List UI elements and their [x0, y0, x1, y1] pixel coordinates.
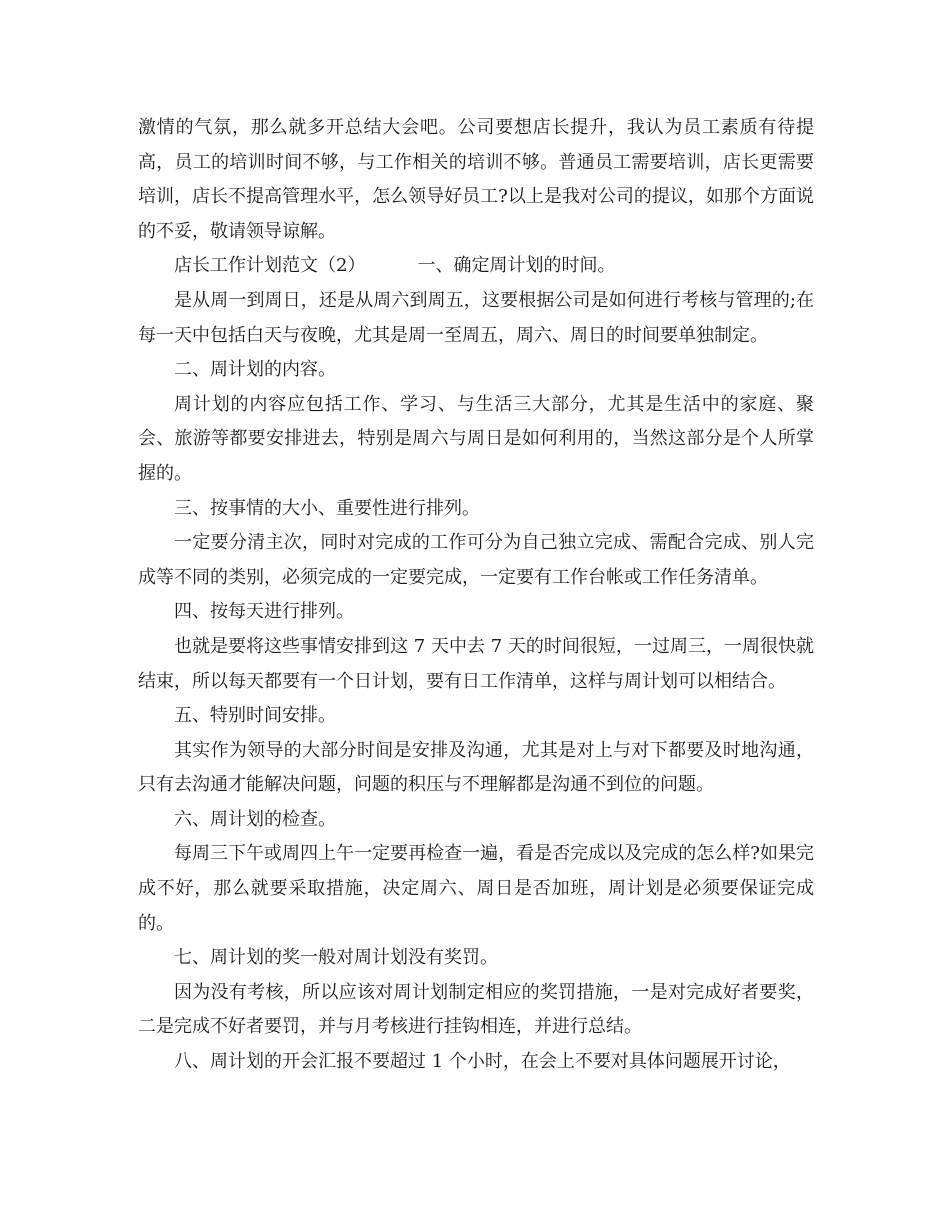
heading-7: 七、周计划的奖一般对周计划没有奖罚。	[174, 947, 498, 969]
paragraph-6: 每周三下午或周四上午一定要再检查一遍，看是否完成以及完成的怎么样?如果完成不好，那么就要采取措施，决定周六、周日是否加班，周计划是必须要保证完成的。	[138, 843, 814, 934]
heading-2: 二、周计划的内容。	[174, 359, 336, 381]
paragraph-title-line	[138, 249, 814, 284]
section-title: 店长工作计划范文（2）	[174, 255, 366, 277]
paragraph-7: 因为没有考核，所以应该对周计划制定相应的奖罚措施，一是对完成好者要奖，二是完成不好者要罚，并与月考核进行挂钩相连，并进行总结。	[138, 981, 814, 1038]
document-body	[138, 111, 814, 1080]
paragraph-1: 是从周一到周日，还是从周六到周五，这要根据公司是如何进行考核与管理的;在每一天中包括白天与夜晚，尤其是周一至周五，周六、周日的时间要单独制定。	[138, 289, 814, 346]
heading-6: 六、周计划的检查。	[174, 808, 336, 830]
paragraph-3: 一定要分清主次，同时对完成的工作可分为自己独立完成、需配合完成、别人完成等不同的类别，必须完成的一定要完成，一定要有工作台帐或工作任务清单。	[138, 532, 814, 588]
heading-4: 四、按每天进行排列。	[174, 601, 354, 623]
heading-1: 一、确定周计划的时间。	[417, 255, 616, 277]
heading-8: 八、周计划的开会汇报不要超过 1 个小时，在会上不要对具体问题展开讨论，	[174, 1051, 791, 1073]
paragraph-5: 其实作为领导的大部分时间是安排及沟通，尤其是对上与对下都要及时地沟通，只有去沟通才能解决问题，问题的积压与不理解都是沟通不到位的问题。	[138, 739, 814, 796]
paragraph-2: 周计划的内容应包括工作、学习、与生活三大部分，尤其是生活中的家庭、聚会、旅游等都要安排进去，特别是周六与周日是如何利用的，当然这部分是个人所掌握的。	[138, 393, 814, 484]
paragraph-4: 也就是要将这些事情安排到这 7 天中去 7 天的时间很短，一过周三，一周很快就结束，所以每天都要有一个日计划，要有日工作清单，这样与周计划可以相结合。	[138, 635, 814, 692]
heading-3: 三、按事情的大小、重要性进行排列。	[174, 497, 480, 519]
paragraph-continuation: 激情的气氛，那么就多开总结大会吧。公司要想店长提升，我认为员工素质有待提高，员工的培训时间不够，与工作相关的培训不够。普通员工需要培训，店长更需要培训，店长不提高管理水平，怎么领导好员工?以上是我对公司的提议，如那个方面说的不妥，敬请领导谅解。	[138, 117, 814, 242]
heading-5: 五、特别时间安排。	[174, 705, 336, 727]
